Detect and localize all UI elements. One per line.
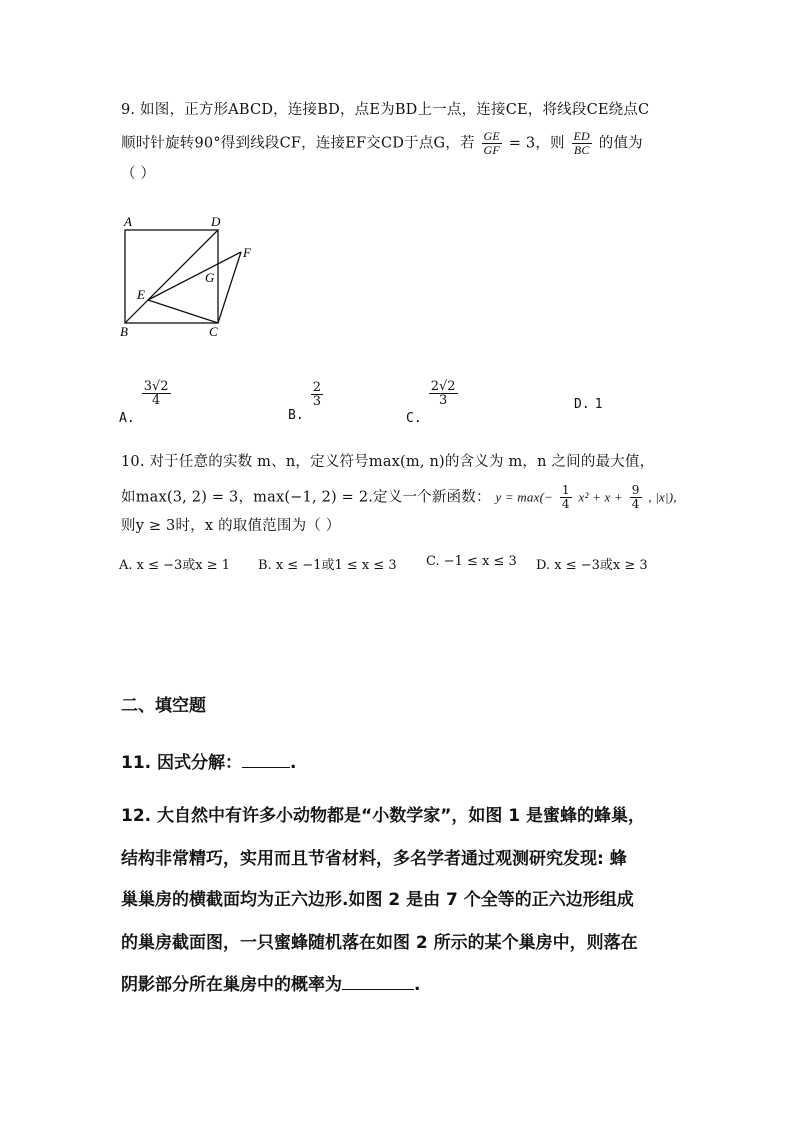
q10-func-a: y = max(− <box>495 489 554 505</box>
q9-fraction-ge-gf <box>482 130 502 157</box>
q10-option-a[interactable]: A. x ≤ −3或x ≥ 1 <box>119 558 231 573</box>
q9-option-b[interactable] <box>288 380 325 423</box>
q9-option-c-den: 3 <box>439 393 448 408</box>
q9-option-c[interactable] <box>406 379 460 426</box>
q9-paren: （ ） <box>121 166 156 182</box>
q9-option-b-den: 3 <box>312 394 322 409</box>
q9-option-a-label: A. <box>119 411 135 426</box>
q10-line1: 10. 对于任意的实数 m、n，定义符号max(m, n)的含义为 m，n 之间的最大值， <box>121 454 655 470</box>
q9-option-d-value: 1 <box>594 397 603 412</box>
q9-eq1: = 3，则 <box>508 135 565 152</box>
q9-frac2-den: BC <box>573 143 590 157</box>
q12-line3: 巢巢房的横截面均为正六边形.如图 2 是由 7 个全等的正六边形组成 <box>121 890 634 910</box>
segment-ef <box>148 252 241 300</box>
q9-line2-text: 顺时针旋转90°得到线段CF，连接EF交CD于点G，若 <box>121 135 475 152</box>
q10-func-b: x² + x + <box>578 489 623 505</box>
q9-option-b-value <box>311 381 323 408</box>
q9-option-d-label: D. <box>574 397 590 412</box>
q10-option-c[interactable]: C. −1 ≤ x ≤ 3 <box>426 554 517 569</box>
q9-frac1-den: GF <box>483 143 500 157</box>
q11 <box>121 748 297 773</box>
q9-line2-end: 的值为 <box>598 135 643 152</box>
q11-end: . <box>290 753 297 773</box>
q12-line2: 结构非常精巧，实用而且节省材料，多名学者通过观测研究发现: 蜂 <box>121 849 627 869</box>
label-d: D <box>211 214 221 229</box>
q9-frac2-num: ED <box>573 129 590 143</box>
q10-option-d[interactable]: D. x ≤ −3或x ≥ 3 <box>536 558 648 573</box>
segment-ec <box>148 300 218 323</box>
q9-line2 <box>121 130 643 157</box>
q12-answer-blank[interactable] <box>342 975 414 990</box>
q11-answer-blank[interactable] <box>242 753 290 768</box>
q12-line1: 12. 大自然中有许多小动物都是“小数学家”，如图 1 是蜜蜂的蜂巢， <box>121 806 646 826</box>
q9-line1: 9. 如图，正方形ABCD，连接BD，点E为BD上一点，连接CE，将线段CE绕点C <box>121 102 650 118</box>
q10-func-frac2 <box>630 484 642 511</box>
q11-text: 11. 因式分解： <box>121 753 243 773</box>
q10-line2 <box>121 484 677 511</box>
q10-func-frac1 <box>560 484 572 511</box>
q10-func-frac2-num: 9 <box>631 483 640 497</box>
q9-fraction-ed-bc <box>572 130 592 157</box>
q10-func-frac2-den: 4 <box>631 497 640 511</box>
q9-option-c-num: 2√2 <box>430 379 456 394</box>
q12-end: . <box>414 975 421 995</box>
section-title-fill-in: 二、填空题 <box>121 696 206 716</box>
q9-option-d[interactable] <box>574 393 603 412</box>
q9-option-c-label: C. <box>406 411 422 426</box>
label-e: E <box>137 287 145 302</box>
q10-line3: 则y ≥ 3时，x 的取值范围为（ ） <box>121 518 341 534</box>
q9-geometry-figure <box>110 210 270 345</box>
label-g: G <box>205 270 215 285</box>
q10-func-frac1-num: 1 <box>561 483 570 497</box>
q9-option-a-value <box>142 380 171 407</box>
label-a: A <box>124 214 132 229</box>
q9-option-c-value <box>429 380 458 407</box>
label-f: F <box>243 245 251 260</box>
q9-option-b-num: 2 <box>312 380 322 395</box>
q9-option-b-label: B. <box>288 408 304 423</box>
q10-func-frac1-den: 4 <box>561 497 570 511</box>
q9-option-a-den: 4 <box>152 393 161 408</box>
q10-line2-text: 如max(3, 2) = 3，max(−1, 2) = 2.定义一个新函数： <box>121 489 491 506</box>
q12-line5-text: 阴影部分所在巢房中的概率为 <box>121 975 342 995</box>
label-c: C <box>209 324 218 339</box>
label-b: B <box>120 324 128 339</box>
q12-line4: 的巢房截面图，一只蜜蜂随机落在如图 2 所示的某个巢房中，则落在 <box>121 933 638 953</box>
q10-func-c: , |x|), <box>648 489 677 505</box>
q9-frac1-num: GE <box>483 129 500 143</box>
q10-option-b[interactable]: B. x ≤ −1或1 ≤ x ≤ 3 <box>258 558 397 573</box>
q9-option-a-num: 3√2 <box>143 379 169 394</box>
q9-option-a[interactable] <box>119 379 173 426</box>
q12-line5 <box>121 970 420 995</box>
